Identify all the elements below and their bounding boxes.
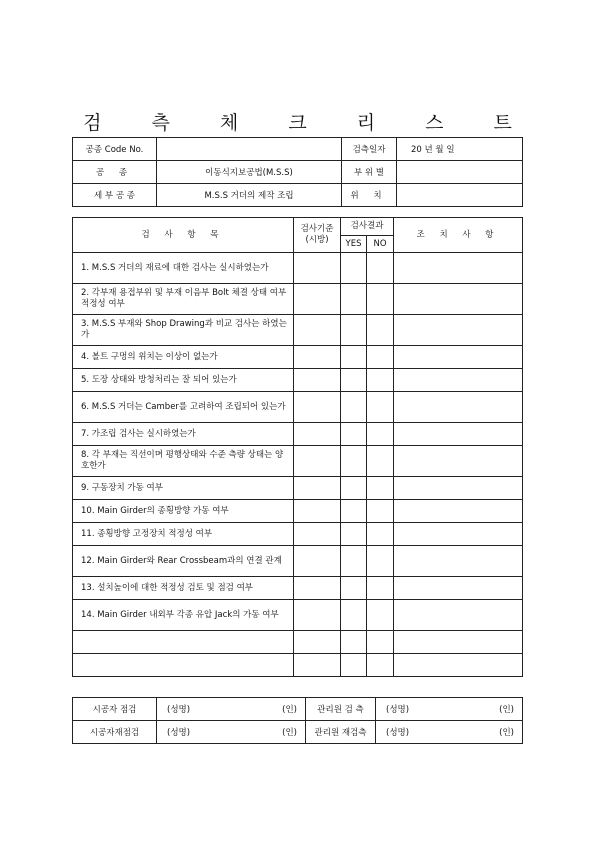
header-action: 조 치 사 항 bbox=[394, 218, 523, 253]
contractor-recheck-label: 시공자재점검 bbox=[73, 721, 157, 744]
action-cell[interactable] bbox=[394, 446, 523, 477]
header-criteria: 검사기준 (시방) bbox=[294, 218, 341, 253]
criteria-cell[interactable] bbox=[294, 477, 341, 500]
no-cell[interactable] bbox=[367, 315, 394, 346]
no-cell[interactable] bbox=[367, 392, 394, 423]
no-cell[interactable] bbox=[367, 500, 394, 523]
yes-cell[interactable] bbox=[341, 446, 367, 477]
no-cell[interactable] bbox=[367, 253, 394, 284]
criteria-cell[interactable] bbox=[294, 577, 341, 600]
location-field[interactable] bbox=[397, 184, 523, 207]
supervisor-reinspect-sign[interactable] bbox=[376, 721, 523, 744]
date-label: 검측일자 bbox=[342, 138, 397, 161]
yes-cell[interactable] bbox=[341, 284, 367, 315]
name-text: (성명) bbox=[386, 728, 410, 738]
check-item: 7. 가조립 검사는 실시하였는가 bbox=[73, 423, 294, 446]
no-cell[interactable] bbox=[367, 423, 394, 446]
no-cell[interactable] bbox=[367, 446, 394, 477]
check-item: 14. Main Girder 내외부 각종 유압 Jack의 가동 여부 bbox=[73, 600, 294, 631]
signature-table bbox=[72, 697, 523, 744]
no-cell[interactable] bbox=[367, 477, 394, 500]
criteria-cell[interactable] bbox=[294, 392, 341, 423]
no-cell[interactable] bbox=[367, 577, 394, 600]
detail-label: 세 부 공 종 bbox=[73, 184, 157, 207]
dept-label: 부 위 별 bbox=[342, 161, 397, 184]
page-title: 검 측 체 크 리 스 트 bbox=[83, 112, 534, 134]
work-label: 공 종 bbox=[73, 161, 157, 184]
name-text: (성명) bbox=[167, 728, 191, 738]
action-cell[interactable] bbox=[394, 600, 523, 631]
header-item: 검 사 항 목 bbox=[73, 218, 294, 253]
contractor-recheck-sign[interactable] bbox=[157, 721, 306, 744]
action-cell[interactable] bbox=[394, 346, 523, 369]
check-item: 9. 구동장치 가동 여부 bbox=[73, 477, 294, 500]
seal-text: (인) bbox=[282, 705, 297, 715]
check-item: 8. 각 부재는 직선이며 평행상태와 수준 측량 상태는 양호한가 bbox=[73, 446, 294, 477]
yes-cell[interactable] bbox=[341, 477, 367, 500]
check-item: 2. 각부재 용접부위 및 부재 이음부 Bolt 체결 상태 여부 적정성 여부 bbox=[73, 284, 294, 315]
header-no: NO bbox=[367, 236, 394, 253]
no-cell[interactable] bbox=[367, 654, 394, 677]
yes-cell[interactable] bbox=[341, 523, 367, 546]
no-cell[interactable] bbox=[367, 346, 394, 369]
criteria-cell[interactable] bbox=[294, 523, 341, 546]
check-item: 4. 볼트 구멍의 위치는 이상이 없는가 bbox=[73, 346, 294, 369]
contractor-check-sign[interactable] bbox=[157, 698, 306, 721]
yes-cell[interactable] bbox=[341, 423, 367, 446]
yes-cell[interactable] bbox=[341, 369, 367, 392]
yes-cell[interactable] bbox=[341, 253, 367, 284]
empty-item[interactable] bbox=[73, 631, 294, 654]
seal-text: (인) bbox=[499, 728, 514, 738]
no-cell[interactable] bbox=[367, 523, 394, 546]
criteria-cell[interactable] bbox=[294, 631, 341, 654]
criteria-cell[interactable] bbox=[294, 600, 341, 631]
criteria-cell[interactable] bbox=[294, 446, 341, 477]
supervisor-reinspect-label: 관리원 재검측 bbox=[306, 721, 376, 744]
check-item: 12. Main Girder와 Rear Crossbeam과의 연결 관계 bbox=[73, 546, 294, 577]
action-cell[interactable] bbox=[394, 546, 523, 577]
check-item: 3. M.S.S 부재와 Shop Drawing과 비교 검사는 하였는가 bbox=[73, 315, 294, 346]
action-cell[interactable] bbox=[394, 253, 523, 284]
header-result: 검사결과 bbox=[341, 218, 394, 236]
criteria-cell[interactable] bbox=[294, 346, 341, 369]
dept-field[interactable] bbox=[397, 161, 523, 184]
criteria-cell[interactable] bbox=[294, 546, 341, 577]
supervisor-inspect-label: 관리원 검 측 bbox=[306, 698, 376, 721]
detail-field[interactable]: M.S.S 거더의 제작 조립 bbox=[157, 184, 342, 207]
contractor-check-label: 시공자 점검 bbox=[73, 698, 157, 721]
criteria-cell[interactable] bbox=[294, 284, 341, 315]
action-cell[interactable] bbox=[394, 284, 523, 315]
check-item: 5. 도장 상태와 방청처리는 잘 되어 있는가 bbox=[73, 369, 294, 392]
criteria-cell[interactable] bbox=[294, 423, 341, 446]
empty-item[interactable] bbox=[73, 654, 294, 677]
checklist-table bbox=[72, 217, 523, 677]
info-table bbox=[72, 137, 523, 207]
check-item: 1. M.S.S 거더의 재료에 대한 검사는 실시하였는가 bbox=[73, 253, 294, 284]
yes-cell[interactable] bbox=[341, 315, 367, 346]
yes-cell[interactable] bbox=[341, 346, 367, 369]
yes-cell[interactable] bbox=[341, 600, 367, 631]
supervisor-inspect-sign[interactable] bbox=[376, 698, 523, 721]
no-cell[interactable] bbox=[367, 600, 394, 631]
action-cell[interactable] bbox=[394, 654, 523, 677]
header-yes: YES bbox=[341, 236, 367, 253]
no-cell[interactable] bbox=[367, 546, 394, 577]
action-cell[interactable] bbox=[394, 392, 523, 423]
criteria-cell[interactable] bbox=[294, 315, 341, 346]
action-cell[interactable] bbox=[394, 523, 523, 546]
action-cell[interactable] bbox=[394, 369, 523, 392]
no-cell[interactable] bbox=[367, 369, 394, 392]
action-cell[interactable] bbox=[394, 631, 523, 654]
no-cell[interactable] bbox=[367, 631, 394, 654]
seal-text: (인) bbox=[499, 705, 514, 715]
date-field[interactable]: 20 년 월 일 bbox=[397, 138, 523, 161]
criteria-cell[interactable] bbox=[294, 654, 341, 677]
criteria-cell[interactable] bbox=[294, 500, 341, 523]
criteria-cell[interactable] bbox=[294, 253, 341, 284]
action-cell[interactable] bbox=[394, 500, 523, 523]
yes-cell[interactable] bbox=[341, 500, 367, 523]
action-cell[interactable] bbox=[394, 477, 523, 500]
check-item: 6. M.S.S 거더는 Camber를 고려하여 조립되어 있는가 bbox=[73, 392, 294, 423]
action-cell[interactable] bbox=[394, 423, 523, 446]
yes-cell[interactable] bbox=[341, 631, 367, 654]
check-item: 11. 종횡방향 고정장치 적정성 여부 bbox=[73, 523, 294, 546]
location-label: 위 치 bbox=[342, 184, 397, 207]
yes-cell[interactable] bbox=[341, 654, 367, 677]
yes-cell[interactable] bbox=[341, 392, 367, 423]
yes-cell[interactable] bbox=[341, 577, 367, 600]
work-field[interactable]: 이동식지보공법(M.S.S) bbox=[157, 161, 342, 184]
yes-cell[interactable] bbox=[341, 546, 367, 577]
code-field[interactable] bbox=[157, 138, 342, 161]
check-item: 10. Main Girder의 종횡방향 가동 여부 bbox=[73, 500, 294, 523]
action-cell[interactable] bbox=[394, 315, 523, 346]
action-cell[interactable] bbox=[394, 577, 523, 600]
no-cell[interactable] bbox=[367, 284, 394, 315]
name-text: (성명) bbox=[167, 705, 191, 715]
name-text: (성명) bbox=[386, 705, 410, 715]
code-label: 공종 Code No. bbox=[73, 138, 157, 161]
criteria-cell[interactable] bbox=[294, 369, 341, 392]
check-item: 13. 설치높이에 대한 적정성 검토 및 점검 여부 bbox=[73, 577, 294, 600]
seal-text: (인) bbox=[282, 728, 297, 738]
